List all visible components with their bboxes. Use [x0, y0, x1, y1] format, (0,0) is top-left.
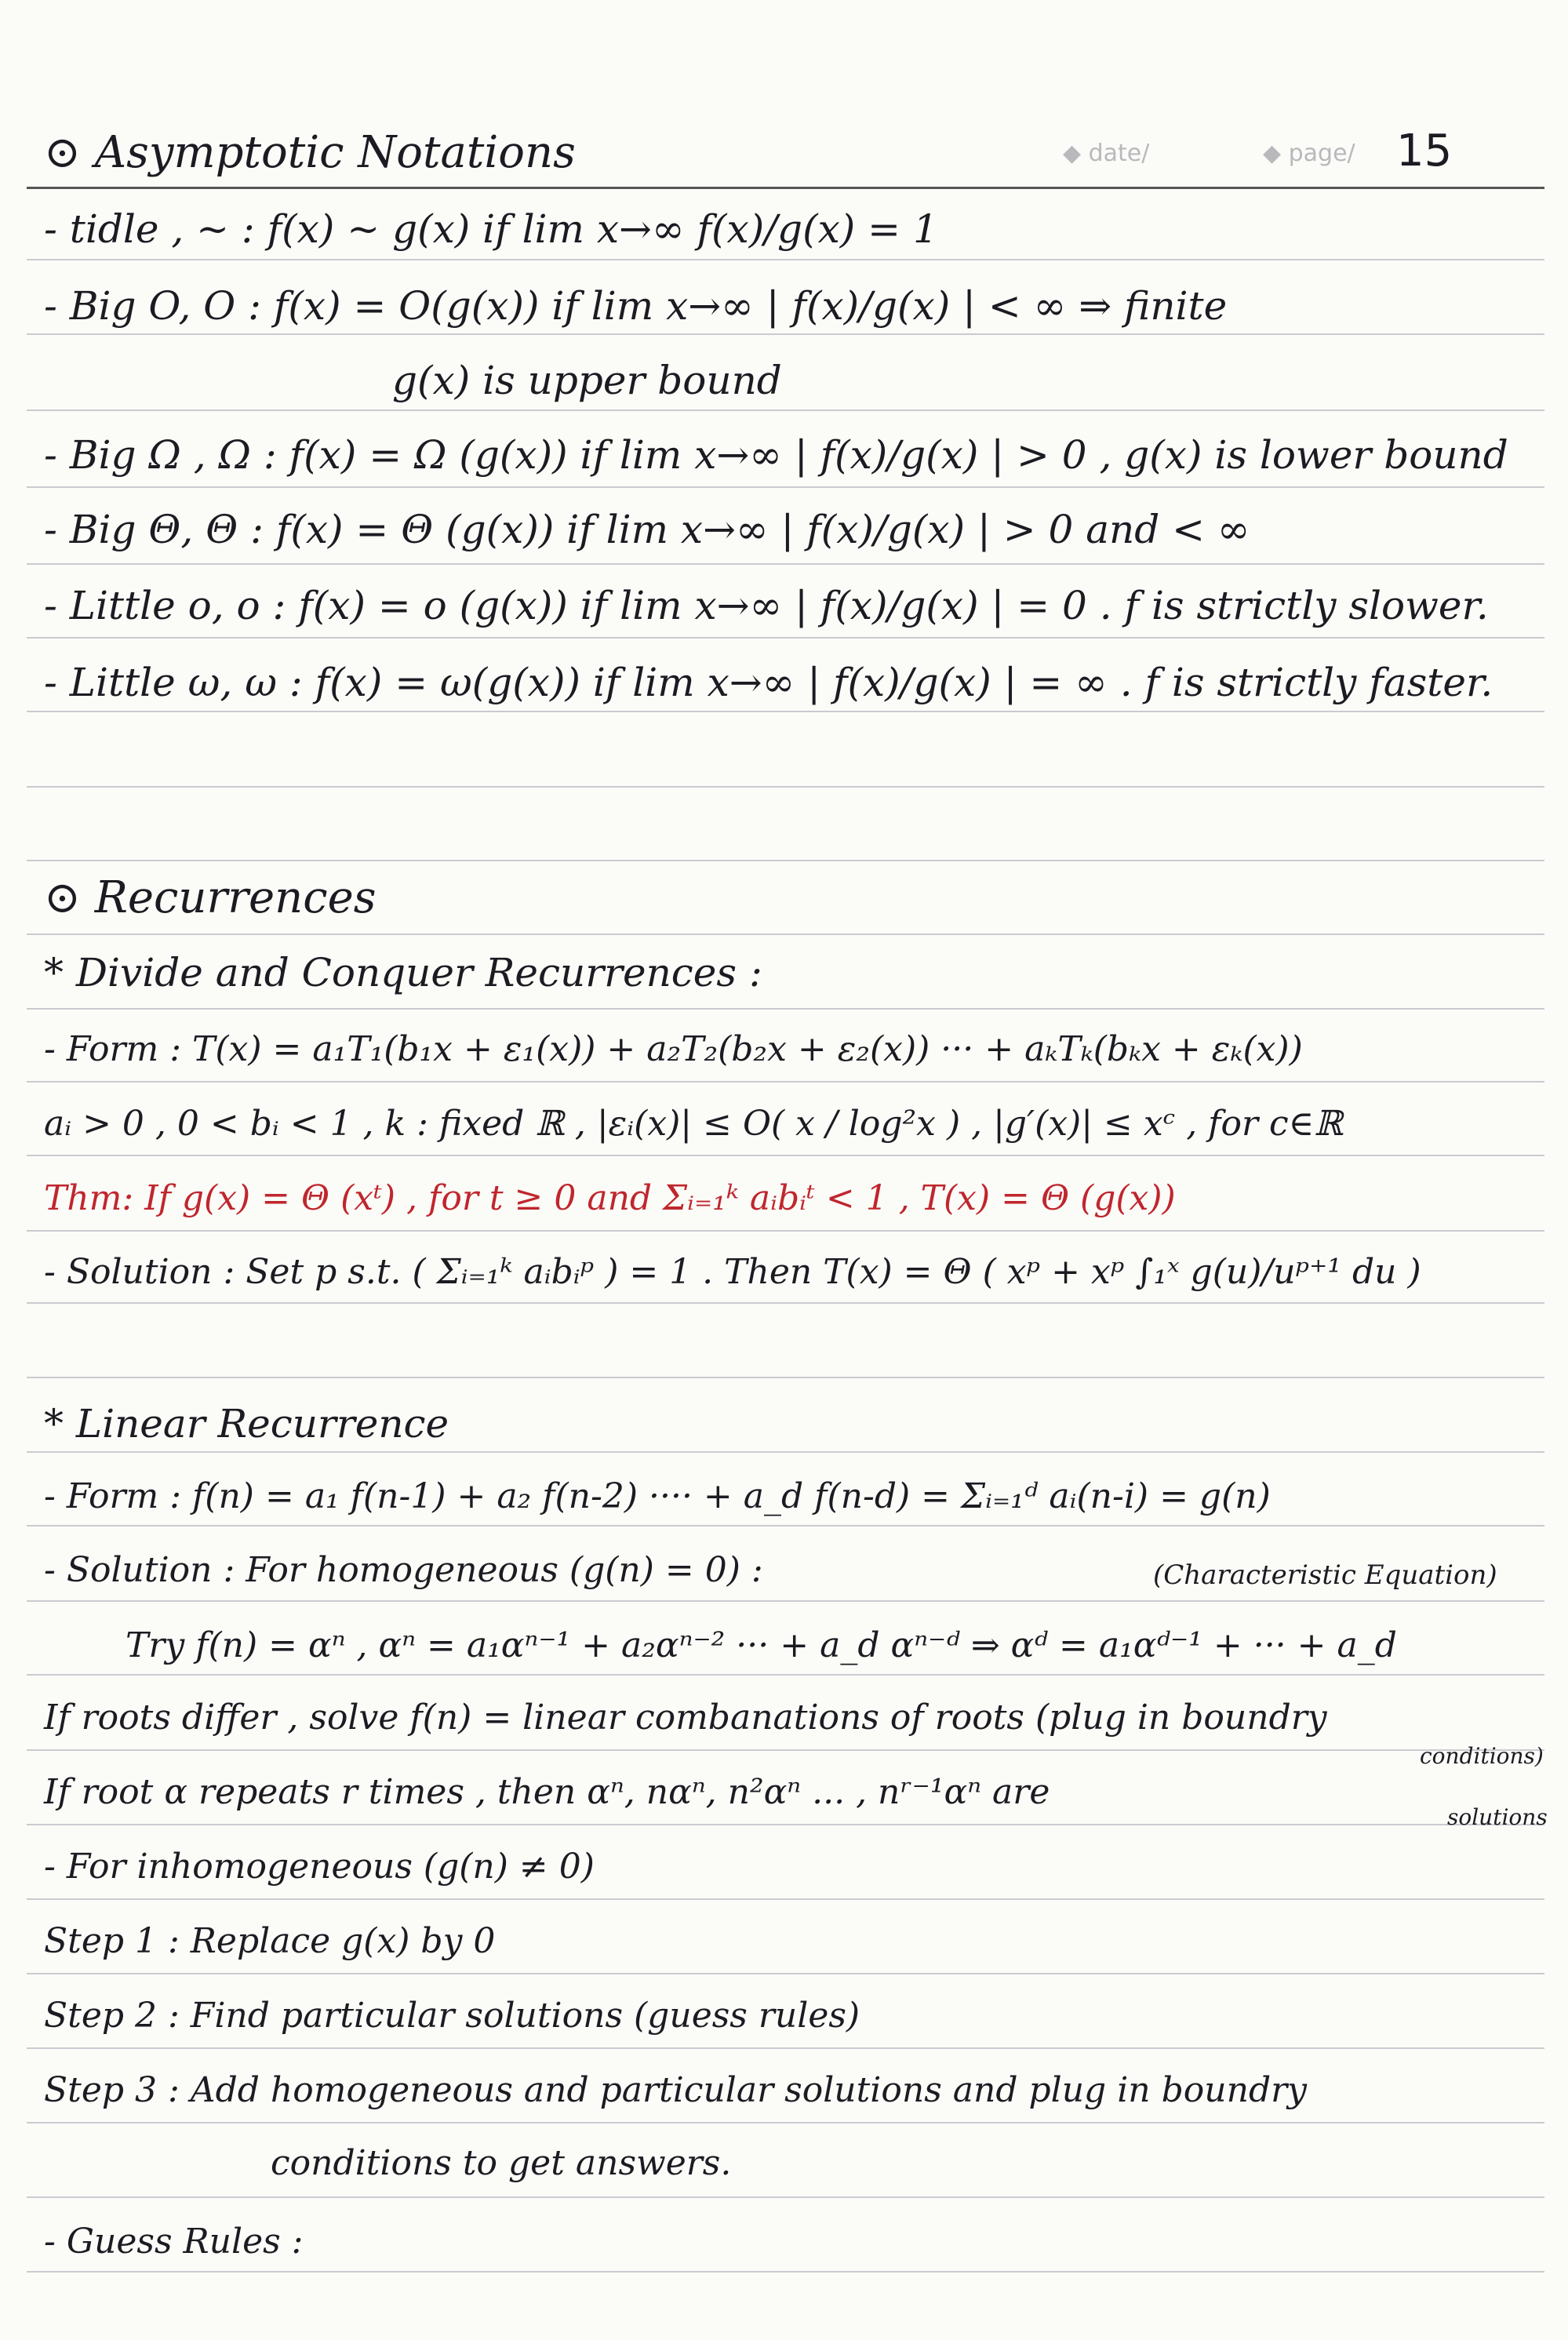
- page-number: 15: [1396, 126, 1453, 177]
- subsection-title-linear: * Linear Recurrence: [44, 1401, 449, 1447]
- ruled-line: [27, 711, 1544, 712]
- note-line: - Guess Rules :: [44, 2222, 304, 2262]
- note-line: If root α repeats r times , then αⁿ, nαⁿ, n²αⁿ ... , nʳ⁻¹αⁿ are: [44, 1772, 1050, 1812]
- note-line: - For inhomogeneous (g(n) ≠ 0): [44, 1847, 595, 1887]
- header-rule: [27, 187, 1544, 189]
- ruled-line: [27, 1081, 1544, 1083]
- ruled-line: [27, 637, 1544, 639]
- ruled-line: [27, 1451, 1544, 1453]
- date-label: ◆ date/: [1063, 140, 1150, 167]
- ruled-line: [27, 1302, 1544, 1304]
- note-line: - Little o, o : f(x) = o (g(x)) if lim x→∞ | f(x)/g(x) | = 0 . f is strictly slower.: [44, 583, 1489, 628]
- ruled-line: [27, 2122, 1544, 2123]
- note-line: aᵢ > 0 , 0 < bᵢ < 1 , k : fixed ℝ , |εᵢ(x)| ≤ O( x / log²x ) , |g′(x)| ≤ xᶜ , for c∈ℝ: [44, 1104, 1343, 1144]
- ruled-line: [27, 860, 1544, 861]
- section-title-recurrences: ⊙ Recurrences: [44, 872, 377, 923]
- ruled-line: [27, 1898, 1544, 1900]
- note-line: Try f(n) = αⁿ , αⁿ = a₁αⁿ⁻¹ + a₂αⁿ⁻² ··· + a_d αⁿ⁻ᵈ ⇒ αᵈ = a₁αᵈ⁻¹ + ··· + a_d: [126, 1625, 1397, 1665]
- note-line: - Little ω, ω : f(x) = ω(g(x)) if lim x→∞ | f(x)/g(x) | = ∞ . f is strictly faster.: [44, 660, 1493, 705]
- ruled-line: [27, 1600, 1544, 1602]
- page-label: ◆ page/: [1263, 140, 1355, 167]
- ruled-line: [27, 1674, 1544, 1676]
- ruled-line: [27, 1008, 1544, 1010]
- ruled-line: [27, 2271, 1544, 2273]
- section-title-asymptotic: ⊙ Asymptotic Notations: [44, 127, 576, 178]
- ruled-line: [27, 1824, 1544, 1825]
- note-line: g(x) is upper bound: [392, 358, 782, 403]
- note-line: - Solution : Set p s.t. ( Σᵢ₌₁ᵏ aᵢbᵢᵖ ) = 1 . Then T(x) = Θ ( xᵖ + xᵖ ∫₁ˣ g(u)/uᵖ⁺¹ du ): [44, 1252, 1421, 1292]
- note-line: - Big Ω , Ω : f(x) = Ω (g(x)) if lim x→∞ | f(x)/g(x) | > 0 , g(x) is lower bound: [44, 432, 1508, 478]
- note-line: - Solution : For homogeneous (g(n) = 0) :: [44, 1550, 763, 1590]
- solutions-note: solutions: [1447, 1804, 1548, 1830]
- note-line: - Big Θ, Θ : f(x) = Θ (g(x)) if lim x→∞ | f(x)/g(x) | > 0 and < ∞: [44, 507, 1250, 552]
- ruled-line: [27, 1377, 1544, 1378]
- ruled-line: [27, 1155, 1544, 1156]
- ruled-line: [27, 786, 1544, 788]
- conditions-note: conditions): [1420, 1743, 1544, 1769]
- ruled-line: [27, 933, 1544, 935]
- ruled-line: [27, 409, 1544, 411]
- ruled-line: [27, 2196, 1544, 2198]
- ruled-line: [27, 333, 1544, 335]
- step-line: Step 2 : Find particular solutions (guess rules): [44, 1996, 860, 2036]
- ruled-line: [27, 563, 1544, 565]
- ruled-line: [27, 1749, 1544, 1751]
- ruled-line: [27, 1973, 1544, 1974]
- note-line: - tidle , ~ : f(x) ~ g(x) if lim x→∞ f(x)/g(x) = 1: [44, 206, 938, 252]
- note-line: - Form : f(n) = a₁ f(n-1) + a₂ f(n-2) ···· + a_d f(n-d) = Σᵢ₌₁ᵈ aᵢ(n-i) = g(n): [44, 1476, 1271, 1516]
- ruled-line: [27, 2047, 1544, 2049]
- ruled-line: [27, 1525, 1544, 1527]
- note-line: If roots differ , solve f(n) = linear combanations of roots (plug in boundry: [44, 1698, 1327, 1738]
- note-line: - Big O, O : f(x) = O(g(x)) if lim x→∞ | f(x)/g(x) | < ∞ ⇒ finite: [44, 283, 1228, 329]
- ruled-line: [27, 259, 1544, 260]
- step-line: Step 1 : Replace g(x) by 0: [44, 1921, 496, 1961]
- ruled-line: [27, 1230, 1544, 1232]
- step-line: conditions to get answers.: [271, 2143, 732, 2183]
- subsection-title-divide-conquer: * Divide and Conquer Recurrences :: [44, 950, 762, 995]
- ruled-line: [27, 486, 1544, 488]
- theorem-line: Thm: If g(x) = Θ (xᵗ) , for t ≥ 0 and Σᵢ₌₁ᵏ aᵢbᵢᵗ < 1 , T(x) = Θ (g(x)): [44, 1178, 1176, 1218]
- step-line: Step 3 : Add homogeneous and particular solutions and plug in boundry: [44, 2070, 1307, 2110]
- note-line: - Form : T(x) = a₁T₁(b₁x + ε₁(x)) + a₂T₂(b₂x + ε₂(x)) ··· + aₖTₖ(bₖx + εₖ(x)): [44, 1029, 1303, 1069]
- characteristic-equation-note: (Characteristic Equation): [1153, 1559, 1497, 1591]
